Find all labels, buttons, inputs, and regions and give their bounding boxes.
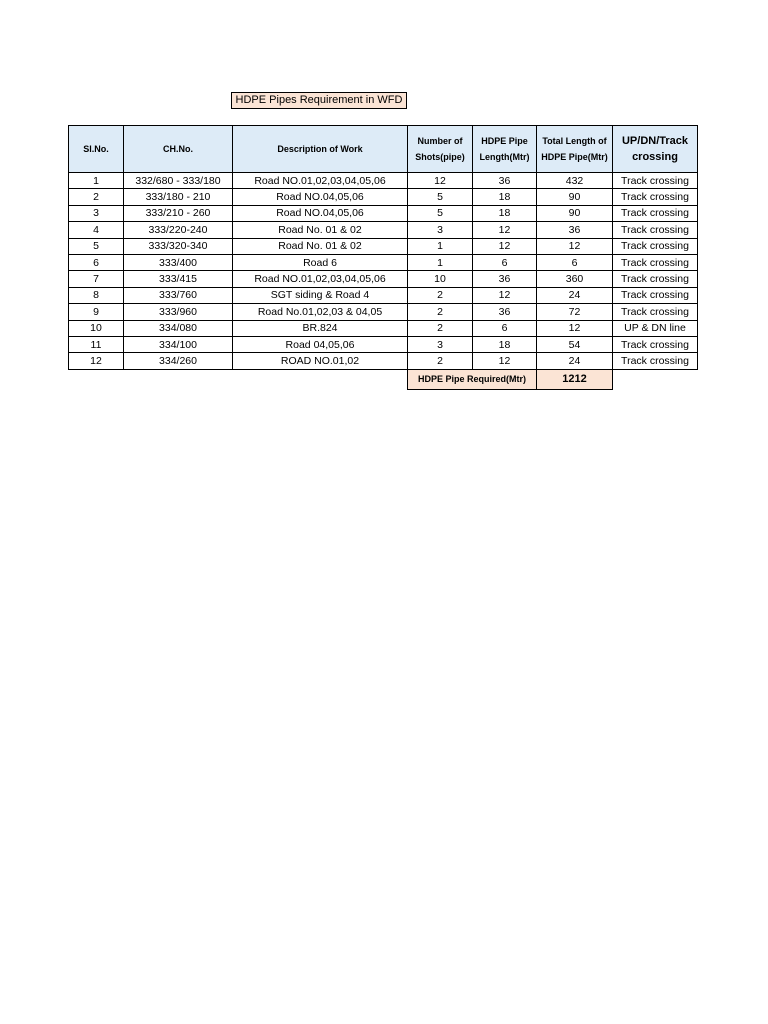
cell-sl-no: 5: [69, 238, 124, 254]
cell-description: Road 04,05,06: [233, 336, 408, 352]
cell-total-length: 24: [537, 287, 613, 303]
cell-total-length: 360: [537, 271, 613, 287]
cell-description: Road No. 01 & 02: [233, 222, 408, 238]
header-crossing: UP/DN/Track crossing: [613, 126, 698, 173]
table-row: [69, 189, 698, 205]
header-total-length: Total Length of HDPE Pipe(Mtr): [537, 126, 613, 173]
cell-shots: 5: [408, 189, 473, 205]
cell-crossing: Track crossing: [613, 304, 698, 320]
table-row: [69, 173, 698, 189]
cell-crossing: UP & DN line: [613, 320, 698, 336]
table-row: [69, 238, 698, 254]
cell-sl-no: 2: [69, 189, 124, 205]
cell-crossing: Track crossing: [613, 287, 698, 303]
document-title: HDPE Pipes Requirement in WFD: [231, 92, 407, 109]
cell-pipe-length: 12: [473, 353, 537, 369]
header-pipe-length: HDPE Pipe Length(Mtr): [473, 126, 537, 173]
cell-pipe-length: 36: [473, 304, 537, 320]
cell-total-length: 36: [537, 222, 613, 238]
total-value: 1212: [537, 369, 613, 389]
cell-sl-no: 10: [69, 320, 124, 336]
cell-sl-no: 9: [69, 304, 124, 320]
cell-shots: 1: [408, 254, 473, 270]
cell-ch-no: 334/100: [124, 336, 233, 352]
pipe-requirement-table: [68, 125, 698, 390]
cell-ch-no: 333/400: [124, 254, 233, 270]
cell-pipe-length: 6: [473, 254, 537, 270]
cell-crossing: Track crossing: [613, 238, 698, 254]
cell-total-length: 90: [537, 205, 613, 221]
cell-ch-no: 334/260: [124, 353, 233, 369]
cell-sl-no: 1: [69, 173, 124, 189]
cell-pipe-length: 12: [473, 222, 537, 238]
cell-crossing: Track crossing: [613, 353, 698, 369]
table-row: [69, 336, 698, 352]
cell-ch-no: 333/320-340: [124, 238, 233, 254]
cell-ch-no: 333/415: [124, 271, 233, 287]
cell-description: SGT siding & Road 4: [233, 287, 408, 303]
cell-sl-no: 11: [69, 336, 124, 352]
cell-crossing: Track crossing: [613, 189, 698, 205]
cell-ch-no: 333/210 - 260: [124, 205, 233, 221]
cell-ch-no: 333/220-240: [124, 222, 233, 238]
cell-ch-no: 333/760: [124, 287, 233, 303]
cell-total-length: 24: [537, 353, 613, 369]
cell-ch-no: 334/080: [124, 320, 233, 336]
cell-sl-no: 6: [69, 254, 124, 270]
cell-crossing: Track crossing: [613, 254, 698, 270]
cell-crossing: Track crossing: [613, 222, 698, 238]
table-row: [69, 222, 698, 238]
cell-total-length: 12: [537, 238, 613, 254]
cell-shots: 2: [408, 287, 473, 303]
cell-total-length: 54: [537, 336, 613, 352]
cell-shots: 5: [408, 205, 473, 221]
cell-pipe-length: 18: [473, 336, 537, 352]
cell-crossing: Track crossing: [613, 173, 698, 189]
cell-shots: 12: [408, 173, 473, 189]
cell-crossing: Track crossing: [613, 336, 698, 352]
cell-shots: 10: [408, 271, 473, 287]
cell-shots: 2: [408, 353, 473, 369]
cell-pipe-length: 18: [473, 189, 537, 205]
cell-crossing: Track crossing: [613, 271, 698, 287]
table-row: [69, 254, 698, 270]
cell-ch-no: 333/180 - 210: [124, 189, 233, 205]
table-row: [69, 205, 698, 221]
cell-description: Road NO.01,02,03,04,05,06: [233, 271, 408, 287]
cell-pipe-length: 12: [473, 287, 537, 303]
cell-description: BR.824: [233, 320, 408, 336]
cell-shots: 2: [408, 320, 473, 336]
header-ch-no: CH.No.: [124, 126, 233, 173]
cell-description: Road 6: [233, 254, 408, 270]
header-description: Description of Work: [233, 126, 408, 173]
cell-ch-no: 332/680 - 333/180: [124, 173, 233, 189]
cell-shots: 3: [408, 336, 473, 352]
cell-description: Road NO.01,02,03,04,05,06: [233, 173, 408, 189]
cell-sl-no: 3: [69, 205, 124, 221]
total-row: [69, 369, 698, 389]
total-label: HDPE Pipe Required(Mtr): [408, 369, 537, 389]
table-row: [69, 320, 698, 336]
table-row: [69, 304, 698, 320]
cell-pipe-length: 36: [473, 173, 537, 189]
cell-pipe-length: 36: [473, 271, 537, 287]
table-header-row: [69, 126, 698, 173]
cell-total-length: 12: [537, 320, 613, 336]
cell-sl-no: 12: [69, 353, 124, 369]
header-shots: Number of Shots(pipe): [408, 126, 473, 173]
cell-total-length: 90: [537, 189, 613, 205]
header-sl-no: Sl.No.: [69, 126, 124, 173]
cell-shots: 2: [408, 304, 473, 320]
table-row: [69, 287, 698, 303]
table-row: [69, 353, 698, 369]
total-row-spacer-end: [613, 369, 698, 389]
cell-description: Road No.01,02,03 & 04,05: [233, 304, 408, 320]
cell-pipe-length: 18: [473, 205, 537, 221]
total-row-spacer: [69, 369, 408, 389]
cell-description: Road NO.04,05,06: [233, 205, 408, 221]
cell-total-length: 72: [537, 304, 613, 320]
cell-sl-no: 4: [69, 222, 124, 238]
cell-shots: 3: [408, 222, 473, 238]
cell-ch-no: 333/960: [124, 304, 233, 320]
cell-crossing: Track crossing: [613, 205, 698, 221]
cell-shots: 1: [408, 238, 473, 254]
cell-description: ROAD NO.01,02: [233, 353, 408, 369]
table-row: [69, 271, 698, 287]
cell-description: Road No. 01 & 02: [233, 238, 408, 254]
cell-sl-no: 7: [69, 271, 124, 287]
cell-pipe-length: 12: [473, 238, 537, 254]
cell-total-length: 432: [537, 173, 613, 189]
cell-description: Road NO.04,05,06: [233, 189, 408, 205]
cell-sl-no: 8: [69, 287, 124, 303]
cell-pipe-length: 6: [473, 320, 537, 336]
cell-total-length: 6: [537, 254, 613, 270]
